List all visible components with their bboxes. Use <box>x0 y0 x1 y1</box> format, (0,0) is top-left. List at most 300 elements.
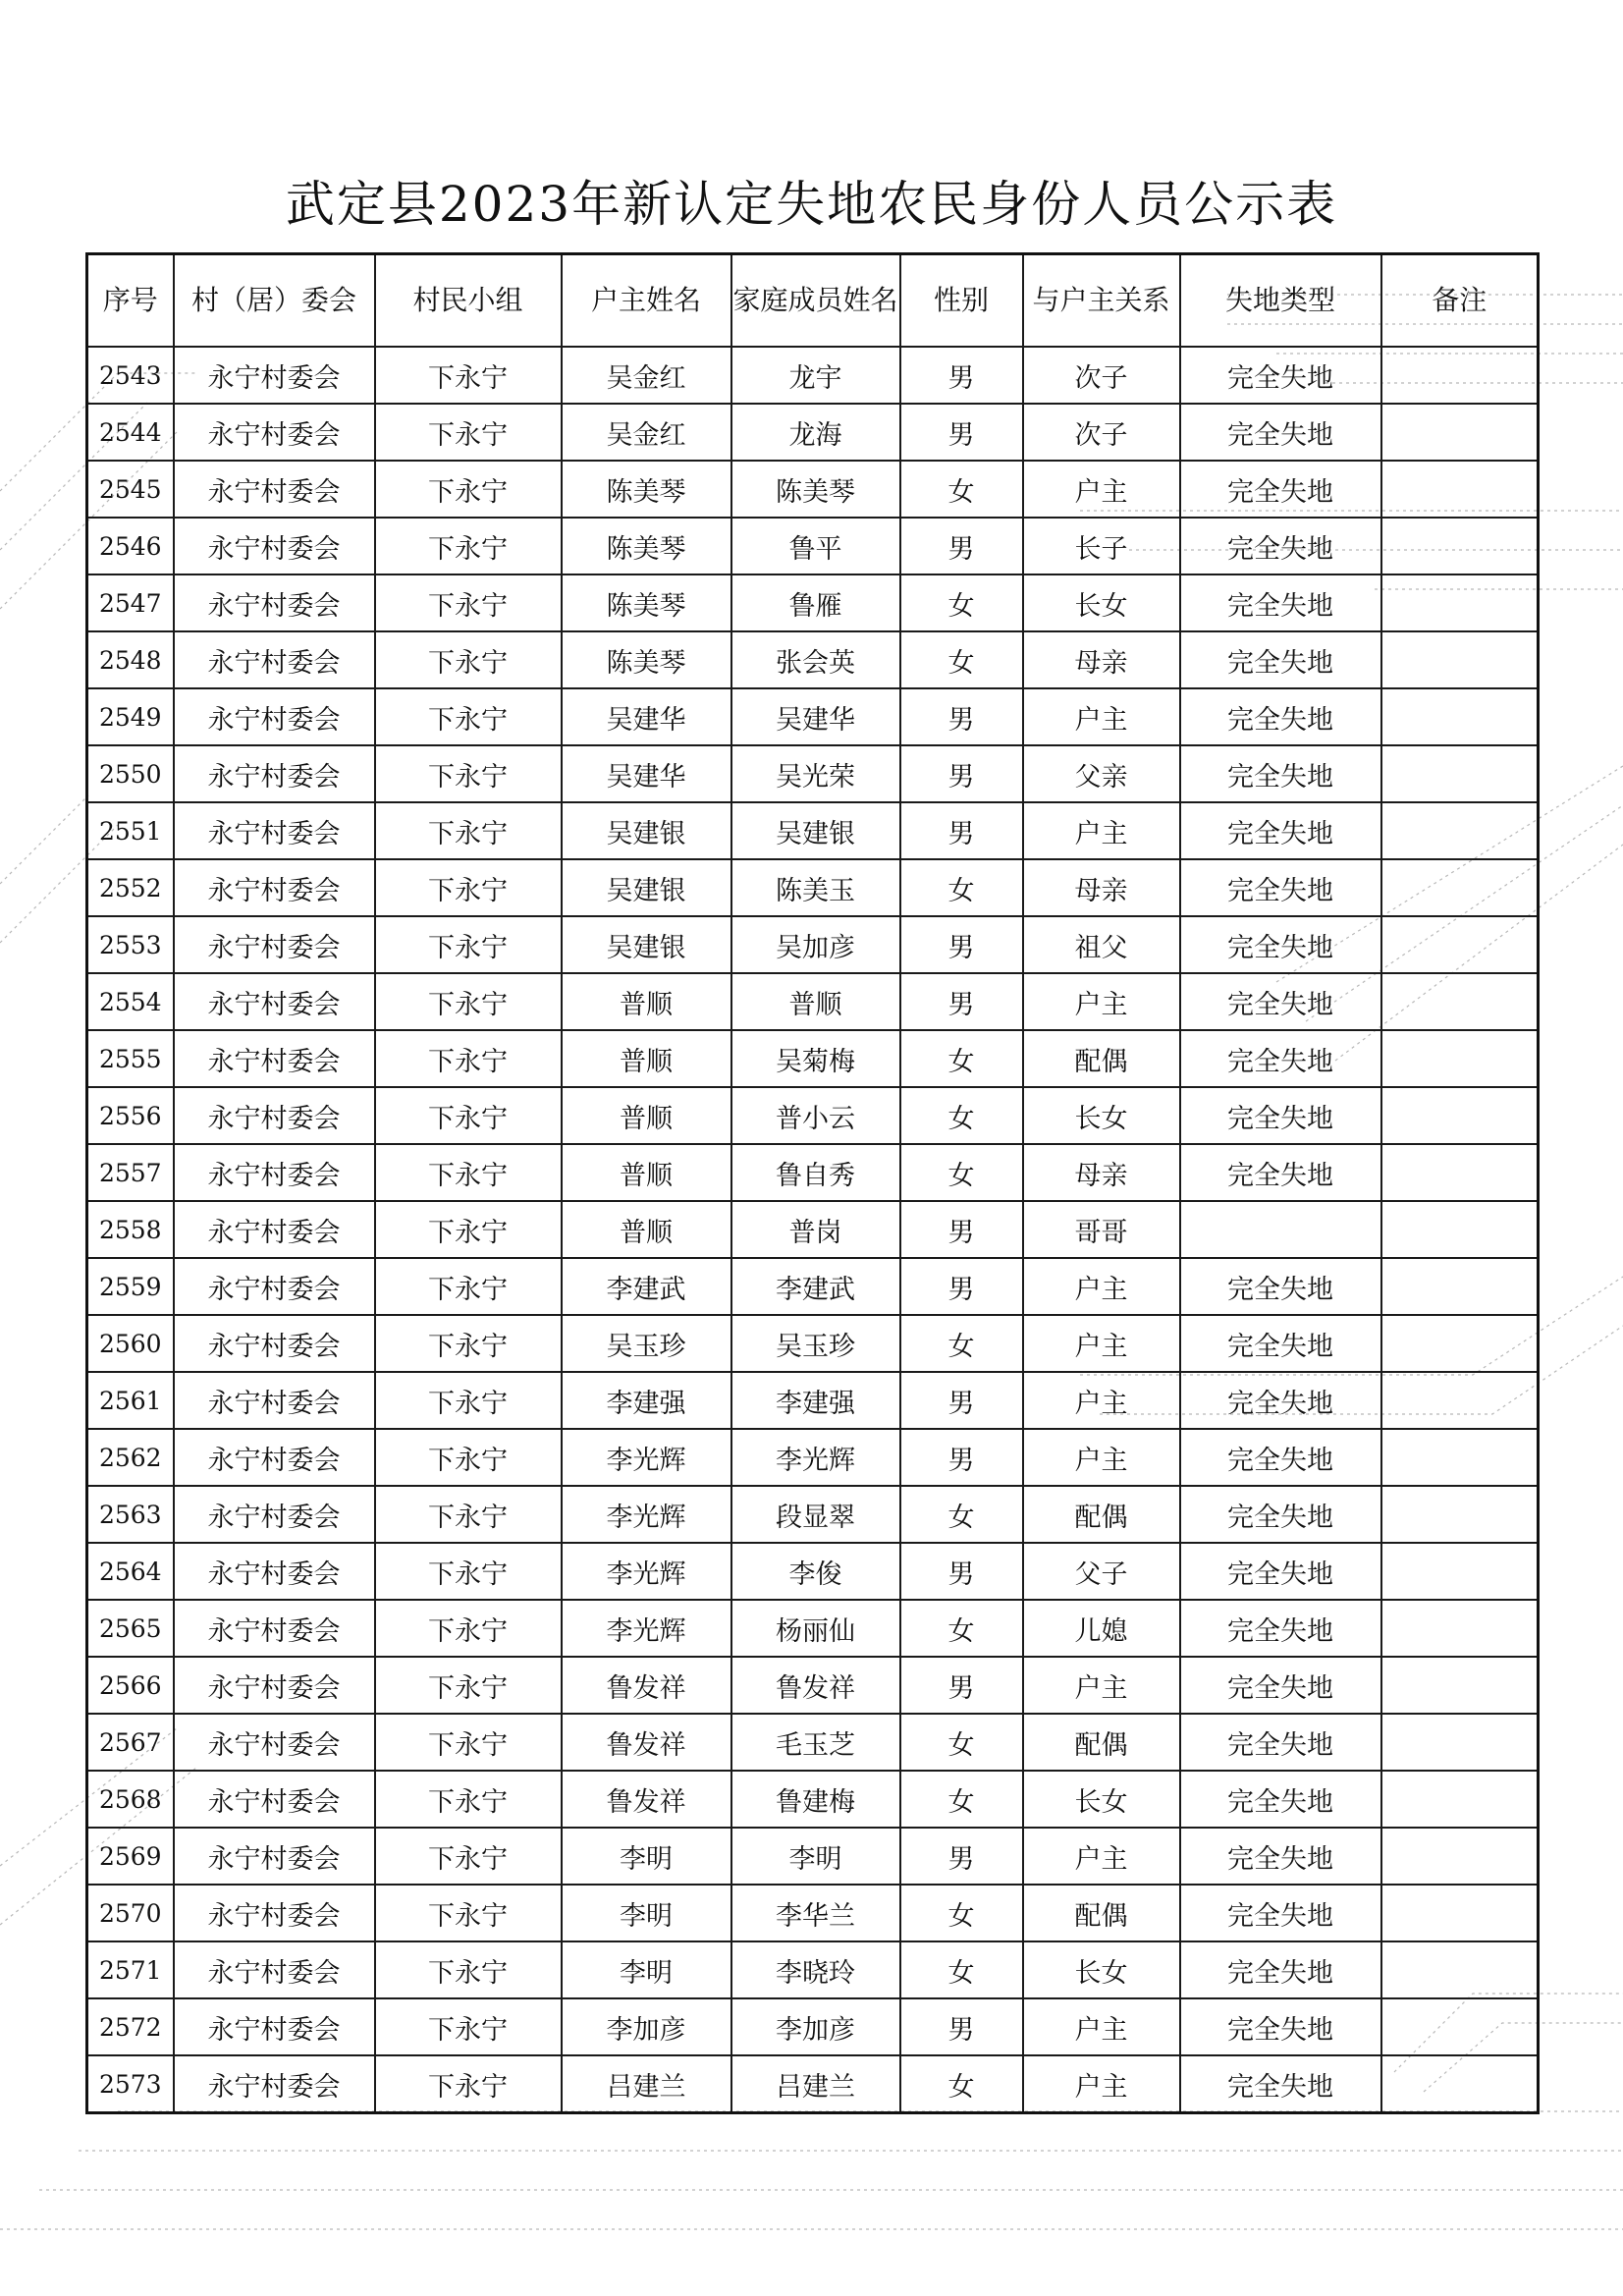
villager-group-cell: 下永宁 <box>375 1828 562 1885</box>
village-committee-cell: 永宁村委会 <box>174 916 375 973</box>
remarks-cell <box>1381 1885 1539 1941</box>
family-member-cell: 吴加彦 <box>731 916 900 973</box>
remarks-cell <box>1381 859 1539 916</box>
serial-cell: 2553 <box>87 916 174 973</box>
villager-group-cell: 下永宁 <box>375 1372 562 1429</box>
family-member-cell: 鲁平 <box>731 518 900 574</box>
gender-cell: 男 <box>900 1828 1023 1885</box>
family-member-cell: 李建武 <box>731 1258 900 1315</box>
village-committee-cell: 永宁村委会 <box>174 1998 375 2055</box>
land-loss-type-cell: 完全失地 <box>1180 1087 1381 1144</box>
household-head-cell: 陈美琴 <box>562 574 731 631</box>
gender-cell: 女 <box>900 574 1023 631</box>
serial-cell: 2561 <box>87 1372 174 1429</box>
land-loss-type-cell: 完全失地 <box>1180 1030 1381 1087</box>
serial-cell: 2567 <box>87 1714 174 1771</box>
table-row <box>87 1144 1539 1201</box>
relationship-cell: 儿媳 <box>1023 1600 1180 1657</box>
family-member-cell: 吴菊梅 <box>731 1030 900 1087</box>
land-loss-type-cell: 完全失地 <box>1180 1144 1381 1201</box>
gender-cell: 女 <box>900 631 1023 688</box>
gender-cell: 女 <box>900 1714 1023 1771</box>
village-committee-cell: 永宁村委会 <box>174 404 375 461</box>
village-committee-cell: 永宁村委会 <box>174 1600 375 1657</box>
header-village-committee: 村（居）委会 <box>174 254 375 348</box>
serial-cell: 2549 <box>87 688 174 745</box>
land-loss-type-cell: 完全失地 <box>1180 1600 1381 1657</box>
serial-cell: 2563 <box>87 1486 174 1543</box>
header-household-head: 户主姓名 <box>562 254 731 348</box>
village-committee-cell: 永宁村委会 <box>174 1885 375 1941</box>
villager-group-cell: 下永宁 <box>375 347 562 404</box>
land-loss-type-cell: 完全失地 <box>1180 1315 1381 1372</box>
household-head-cell: 李光辉 <box>562 1543 731 1600</box>
family-member-cell: 普小云 <box>731 1087 900 1144</box>
serial-cell: 2545 <box>87 461 174 518</box>
village-committee-cell: 永宁村委会 <box>174 1543 375 1600</box>
gender-cell: 女 <box>900 1885 1023 1941</box>
household-head-cell: 吴建华 <box>562 688 731 745</box>
land-loss-type-cell: 完全失地 <box>1180 1885 1381 1941</box>
gender-cell: 女 <box>900 1600 1023 1657</box>
family-member-cell: 陈美琴 <box>731 461 900 518</box>
land-loss-type-cell <box>1180 1201 1381 1258</box>
villager-group-cell: 下永宁 <box>375 1315 562 1372</box>
header-villager-group: 村民小组 <box>375 254 562 348</box>
relationship-cell: 长女 <box>1023 1087 1180 1144</box>
land-loss-type-cell: 完全失地 <box>1180 1828 1381 1885</box>
family-member-cell: 毛玉芝 <box>731 1714 900 1771</box>
family-member-cell: 鲁建梅 <box>731 1771 900 1828</box>
header-relationship: 与户主关系 <box>1023 254 1180 348</box>
table-row <box>87 973 1539 1030</box>
village-committee-cell: 永宁村委会 <box>174 1201 375 1258</box>
relationship-cell: 长子 <box>1023 518 1180 574</box>
family-member-cell: 龙海 <box>731 404 900 461</box>
remarks-cell <box>1381 404 1539 461</box>
village-committee-cell: 永宁村委会 <box>174 745 375 802</box>
land-loss-type-cell: 完全失地 <box>1180 1372 1381 1429</box>
family-member-cell: 李明 <box>731 1828 900 1885</box>
remarks-cell <box>1381 802 1539 859</box>
household-head-cell: 吴玉珍 <box>562 1315 731 1372</box>
remarks-cell <box>1381 1828 1539 1885</box>
table-row <box>87 1885 1539 1941</box>
relationship-cell: 父子 <box>1023 1543 1180 1600</box>
table-row <box>87 1486 1539 1543</box>
table-row <box>87 574 1539 631</box>
land-loss-type-cell: 完全失地 <box>1180 1543 1381 1600</box>
relationship-cell: 户主 <box>1023 1429 1180 1486</box>
table-row <box>87 1258 1539 1315</box>
serial-cell: 2552 <box>87 859 174 916</box>
gender-cell: 女 <box>900 1771 1023 1828</box>
table-row <box>87 1771 1539 1828</box>
household-head-cell: 普顺 <box>562 973 731 1030</box>
relationship-cell: 次子 <box>1023 404 1180 461</box>
villager-group-cell: 下永宁 <box>375 1941 562 1998</box>
relationship-cell: 次子 <box>1023 347 1180 404</box>
relationship-cell: 母亲 <box>1023 631 1180 688</box>
serial-cell: 2556 <box>87 1087 174 1144</box>
remarks-cell <box>1381 1315 1539 1372</box>
relationship-cell: 户主 <box>1023 802 1180 859</box>
family-member-cell: 李俊 <box>731 1543 900 1600</box>
household-head-cell: 李光辉 <box>562 1486 731 1543</box>
gender-cell: 女 <box>900 1486 1023 1543</box>
table-row <box>87 859 1539 916</box>
gender-cell: 男 <box>900 802 1023 859</box>
family-member-cell: 李加彦 <box>731 1998 900 2055</box>
villager-group-cell: 下永宁 <box>375 1258 562 1315</box>
household-head-cell: 陈美琴 <box>562 518 731 574</box>
village-committee-cell: 永宁村委会 <box>174 518 375 574</box>
land-loss-type-cell: 完全失地 <box>1180 1429 1381 1486</box>
table-row <box>87 1087 1539 1144</box>
table-row <box>87 745 1539 802</box>
family-member-cell: 普岗 <box>731 1201 900 1258</box>
household-head-cell: 鲁发祥 <box>562 1714 731 1771</box>
land-loss-type-cell: 完全失地 <box>1180 574 1381 631</box>
land-loss-type-cell: 完全失地 <box>1180 688 1381 745</box>
villager-group-cell: 下永宁 <box>375 1486 562 1543</box>
gender-cell: 男 <box>900 1657 1023 1714</box>
table-row <box>87 688 1539 745</box>
household-head-cell: 普顺 <box>562 1087 731 1144</box>
villager-group-cell: 下永宁 <box>375 1714 562 1771</box>
table-row <box>87 518 1539 574</box>
table-row <box>87 404 1539 461</box>
villager-group-cell: 下永宁 <box>375 404 562 461</box>
relationship-cell: 户主 <box>1023 2055 1180 2113</box>
village-committee-cell: 永宁村委会 <box>174 1315 375 1372</box>
land-loss-type-cell: 完全失地 <box>1180 404 1381 461</box>
household-head-cell: 吴建银 <box>562 859 731 916</box>
household-head-cell: 李加彦 <box>562 1998 731 2055</box>
household-head-cell: 李建强 <box>562 1372 731 1429</box>
serial-cell: 2564 <box>87 1543 174 1600</box>
table-row <box>87 1030 1539 1087</box>
village-committee-cell: 永宁村委会 <box>174 1941 375 1998</box>
gender-cell: 女 <box>900 2055 1023 2113</box>
gender-cell: 男 <box>900 1201 1023 1258</box>
land-loss-type-cell: 完全失地 <box>1180 745 1381 802</box>
header-land-loss-type: 失地类型 <box>1180 254 1381 348</box>
relationship-cell: 哥哥 <box>1023 1201 1180 1258</box>
gender-cell: 男 <box>900 404 1023 461</box>
village-committee-cell: 永宁村委会 <box>174 973 375 1030</box>
table-row <box>87 1998 1539 2055</box>
serial-cell: 2554 <box>87 973 174 1030</box>
relationship-cell: 长女 <box>1023 1771 1180 1828</box>
land-loss-type-cell: 完全失地 <box>1180 1771 1381 1828</box>
gender-cell: 女 <box>900 1941 1023 1998</box>
villager-group-cell: 下永宁 <box>375 916 562 973</box>
household-head-cell: 李明 <box>562 1941 731 1998</box>
serial-cell: 2566 <box>87 1657 174 1714</box>
land-loss-type-cell: 完全失地 <box>1180 1941 1381 1998</box>
table-header-row <box>87 254 1539 348</box>
household-head-cell: 普顺 <box>562 1030 731 1087</box>
relationship-cell: 户主 <box>1023 1657 1180 1714</box>
family-member-cell: 吕建兰 <box>731 2055 900 2113</box>
household-head-cell: 李明 <box>562 1828 731 1885</box>
relationship-cell: 户主 <box>1023 1828 1180 1885</box>
gender-cell: 女 <box>900 1087 1023 1144</box>
gender-cell: 女 <box>900 1315 1023 1372</box>
family-member-cell: 鲁雁 <box>731 574 900 631</box>
table-row <box>87 631 1539 688</box>
remarks-cell <box>1381 347 1539 404</box>
page-title: 武定县2023年新认定失地农民身份人员公示表 <box>285 176 1338 233</box>
villager-group-cell: 下永宁 <box>375 745 562 802</box>
village-committee-cell: 永宁村委会 <box>174 631 375 688</box>
household-head-cell: 陈美琴 <box>562 631 731 688</box>
remarks-cell <box>1381 518 1539 574</box>
villager-group-cell: 下永宁 <box>375 688 562 745</box>
villager-group-cell: 下永宁 <box>375 1030 562 1087</box>
remarks-cell <box>1381 1201 1539 1258</box>
remarks-cell <box>1381 916 1539 973</box>
gender-cell: 女 <box>900 1030 1023 1087</box>
family-member-cell: 段显翠 <box>731 1486 900 1543</box>
serial-cell: 2571 <box>87 1941 174 1998</box>
remarks-cell <box>1381 1030 1539 1087</box>
household-head-cell: 李光辉 <box>562 1429 731 1486</box>
serial-cell: 2548 <box>87 631 174 688</box>
serial-cell: 2557 <box>87 1144 174 1201</box>
remarks-cell <box>1381 1429 1539 1486</box>
header-family-member: 家庭成员姓名 <box>731 254 900 348</box>
family-member-cell: 普顺 <box>731 973 900 1030</box>
villager-group-cell: 下永宁 <box>375 1543 562 1600</box>
family-member-cell: 李华兰 <box>731 1885 900 1941</box>
relationship-cell: 父亲 <box>1023 745 1180 802</box>
villager-group-cell: 下永宁 <box>375 973 562 1030</box>
land-loss-type-cell: 完全失地 <box>1180 973 1381 1030</box>
household-head-cell: 吴金红 <box>562 404 731 461</box>
family-member-cell: 吴建银 <box>731 802 900 859</box>
village-committee-cell: 永宁村委会 <box>174 1657 375 1714</box>
family-member-cell: 李晓玲 <box>731 1941 900 1998</box>
remarks-cell <box>1381 1600 1539 1657</box>
remarks-cell <box>1381 1144 1539 1201</box>
table-row <box>87 1429 1539 1486</box>
land-loss-type-cell: 完全失地 <box>1180 1714 1381 1771</box>
serial-cell: 2560 <box>87 1315 174 1372</box>
household-head-cell: 普顺 <box>562 1201 731 1258</box>
serial-cell: 2572 <box>87 1998 174 2055</box>
family-member-cell: 李光辉 <box>731 1429 900 1486</box>
gender-cell: 女 <box>900 461 1023 518</box>
village-committee-cell: 永宁村委会 <box>174 461 375 518</box>
serial-cell: 2565 <box>87 1600 174 1657</box>
relationship-cell: 户主 <box>1023 1315 1180 1372</box>
household-head-cell: 吕建兰 <box>562 2055 731 2113</box>
family-member-cell: 张会英 <box>731 631 900 688</box>
remarks-cell <box>1381 1543 1539 1600</box>
relationship-cell: 户主 <box>1023 1258 1180 1315</box>
villager-group-cell: 下永宁 <box>375 1429 562 1486</box>
serial-cell: 2547 <box>87 574 174 631</box>
table-row <box>87 1941 1539 1998</box>
gender-cell: 男 <box>900 688 1023 745</box>
family-member-cell: 吴光荣 <box>731 745 900 802</box>
household-head-cell: 陈美琴 <box>562 461 731 518</box>
relationship-cell: 长女 <box>1023 1941 1180 1998</box>
household-head-cell: 吴建银 <box>562 802 731 859</box>
villager-group-cell: 下永宁 <box>375 1885 562 1941</box>
remarks-cell <box>1381 1486 1539 1543</box>
villager-group-cell: 下永宁 <box>375 1201 562 1258</box>
gender-cell: 男 <box>900 745 1023 802</box>
gender-cell: 男 <box>900 347 1023 404</box>
household-head-cell: 李建武 <box>562 1258 731 1315</box>
village-committee-cell: 永宁村委会 <box>174 1771 375 1828</box>
header-gender: 性别 <box>900 254 1023 348</box>
remarks-cell <box>1381 2055 1539 2113</box>
villager-group-cell: 下永宁 <box>375 518 562 574</box>
villager-group-cell: 下永宁 <box>375 1771 562 1828</box>
relationship-cell: 配偶 <box>1023 1714 1180 1771</box>
relationship-cell: 户主 <box>1023 973 1180 1030</box>
roster-table <box>85 252 1540 2114</box>
land-loss-type-cell: 完全失地 <box>1180 1998 1381 2055</box>
household-head-cell: 普顺 <box>562 1144 731 1201</box>
land-loss-type-cell: 完全失地 <box>1180 859 1381 916</box>
family-member-cell: 陈美玉 <box>731 859 900 916</box>
serial-cell: 2544 <box>87 404 174 461</box>
villager-group-cell: 下永宁 <box>375 2055 562 2113</box>
village-committee-cell: 永宁村委会 <box>174 1372 375 1429</box>
remarks-cell <box>1381 631 1539 688</box>
table-row <box>87 1828 1539 1885</box>
relationship-cell: 祖父 <box>1023 916 1180 973</box>
household-head-cell: 吴建银 <box>562 916 731 973</box>
remarks-cell <box>1381 973 1539 1030</box>
table-row <box>87 461 1539 518</box>
serial-cell: 2555 <box>87 1030 174 1087</box>
table-row <box>87 1201 1539 1258</box>
header-serial: 序号 <box>87 254 174 348</box>
village-committee-cell: 永宁村委会 <box>174 1429 375 1486</box>
relationship-cell: 母亲 <box>1023 859 1180 916</box>
relationship-cell: 户主 <box>1023 1998 1180 2055</box>
serial-cell: 2551 <box>87 802 174 859</box>
land-loss-type-cell: 完全失地 <box>1180 1486 1381 1543</box>
villager-group-cell: 下永宁 <box>375 631 562 688</box>
serial-cell: 2550 <box>87 745 174 802</box>
remarks-cell <box>1381 1998 1539 2055</box>
relationship-cell: 配偶 <box>1023 1885 1180 1941</box>
land-loss-type-cell: 完全失地 <box>1180 461 1381 518</box>
relationship-cell: 户主 <box>1023 461 1180 518</box>
gender-cell: 男 <box>900 518 1023 574</box>
remarks-cell <box>1381 461 1539 518</box>
gender-cell: 男 <box>900 1372 1023 1429</box>
relationship-cell: 户主 <box>1023 688 1180 745</box>
gender-cell: 男 <box>900 1543 1023 1600</box>
relationship-cell: 母亲 <box>1023 1144 1180 1201</box>
villager-group-cell: 下永宁 <box>375 1600 562 1657</box>
table-row <box>87 1600 1539 1657</box>
village-committee-cell: 永宁村委会 <box>174 1714 375 1771</box>
table-row <box>87 916 1539 973</box>
land-loss-type-cell: 完全失地 <box>1180 347 1381 404</box>
household-head-cell: 吴建华 <box>562 745 731 802</box>
village-committee-cell: 永宁村委会 <box>174 688 375 745</box>
family-member-cell: 吴玉珍 <box>731 1315 900 1372</box>
village-committee-cell: 永宁村委会 <box>174 1030 375 1087</box>
land-loss-type-cell: 完全失地 <box>1180 518 1381 574</box>
relationship-cell: 长女 <box>1023 574 1180 631</box>
family-member-cell: 杨丽仙 <box>731 1600 900 1657</box>
table-row <box>87 1315 1539 1372</box>
table-body <box>87 347 1539 2113</box>
villager-group-cell: 下永宁 <box>375 461 562 518</box>
villager-group-cell: 下永宁 <box>375 859 562 916</box>
table-row <box>87 347 1539 404</box>
remarks-cell <box>1381 688 1539 745</box>
gender-cell: 男 <box>900 916 1023 973</box>
villager-group-cell: 下永宁 <box>375 1087 562 1144</box>
remarks-cell <box>1381 1657 1539 1714</box>
serial-cell: 2569 <box>87 1828 174 1885</box>
family-member-cell: 鲁发祥 <box>731 1657 900 1714</box>
village-committee-cell: 永宁村委会 <box>174 802 375 859</box>
household-head-cell: 吴金红 <box>562 347 731 404</box>
table-row <box>87 1543 1539 1600</box>
relationship-cell: 配偶 <box>1023 1486 1180 1543</box>
villager-group-cell: 下永宁 <box>375 574 562 631</box>
gender-cell: 男 <box>900 1429 1023 1486</box>
table-row <box>87 1372 1539 1429</box>
serial-cell: 2543 <box>87 347 174 404</box>
header-remarks: 备注 <box>1381 254 1539 348</box>
household-head-cell: 李光辉 <box>562 1600 731 1657</box>
household-head-cell: 李明 <box>562 1885 731 1941</box>
gender-cell: 男 <box>900 1998 1023 2055</box>
village-committee-cell: 永宁村委会 <box>174 347 375 404</box>
village-committee-cell: 永宁村委会 <box>174 1087 375 1144</box>
remarks-cell <box>1381 1087 1539 1144</box>
village-committee-cell: 永宁村委会 <box>174 574 375 631</box>
village-committee-cell: 永宁村委会 <box>174 1258 375 1315</box>
villager-group-cell: 下永宁 <box>375 1144 562 1201</box>
household-head-cell: 鲁发祥 <box>562 1657 731 1714</box>
household-head-cell: 鲁发祥 <box>562 1771 731 1828</box>
serial-cell: 2558 <box>87 1201 174 1258</box>
serial-cell: 2546 <box>87 518 174 574</box>
remarks-cell <box>1381 1941 1539 1998</box>
villager-group-cell: 下永宁 <box>375 1998 562 2055</box>
serial-cell: 2568 <box>87 1771 174 1828</box>
villager-group-cell: 下永宁 <box>375 802 562 859</box>
villager-group-cell: 下永宁 <box>375 1657 562 1714</box>
table-row <box>87 1714 1539 1771</box>
gender-cell: 女 <box>900 1144 1023 1201</box>
family-member-cell: 吴建华 <box>731 688 900 745</box>
village-committee-cell: 永宁村委会 <box>174 1144 375 1201</box>
remarks-cell <box>1381 745 1539 802</box>
serial-cell: 2562 <box>87 1429 174 1486</box>
land-loss-type-cell: 完全失地 <box>1180 2055 1381 2113</box>
table-row <box>87 802 1539 859</box>
village-committee-cell: 永宁村委会 <box>174 1828 375 1885</box>
remarks-cell <box>1381 1372 1539 1429</box>
remarks-cell <box>1381 1771 1539 1828</box>
table-row <box>87 1657 1539 1714</box>
